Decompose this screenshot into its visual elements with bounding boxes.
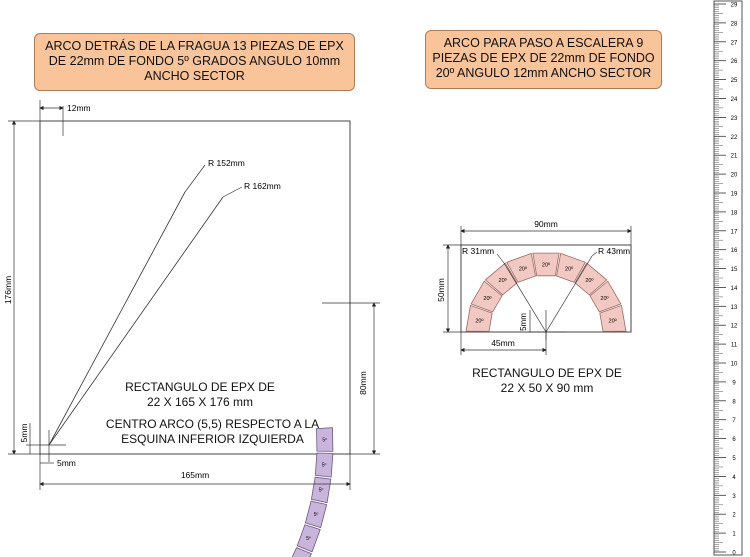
ruler-tick-label: 13	[730, 304, 738, 311]
top-gap-label: 12mm	[67, 103, 91, 113]
ruler-tick-label: 20	[730, 172, 738, 179]
right-arc-piece-label: 20º	[541, 262, 551, 269]
ruler-tick-label: 3	[732, 493, 736, 500]
right-arc-piece-label: 20º	[498, 278, 507, 285]
right-height-label: 80mm	[358, 371, 368, 395]
right-arc-piece-label: 20º	[600, 296, 609, 303]
right-rect-text	[452, 366, 642, 396]
left-arc-piece-label: 5º	[321, 462, 327, 469]
left-outer-radius-label: R 162mm	[244, 181, 281, 191]
ruler-tick-label: 10	[730, 361, 738, 368]
center-y-label: 5mm	[19, 423, 29, 443]
ruler-tick-label: 4	[732, 474, 736, 481]
right-title-text: ARCO PARA PASO A ESCALERA 9 PIEZAS DE EPX DE 22mm DE FONDO 20º ANGULO 12mm ANCHO SECTOR	[432, 36, 655, 80]
left-rect-text	[105, 380, 295, 410]
width-label: 165mm	[180, 470, 210, 480]
ruler-tick-label: 11	[730, 342, 738, 349]
left-arc-pieces	[168, 428, 333, 557]
ruler-tick-label: 28	[730, 21, 738, 28]
left-drawing	[3, 100, 380, 557]
left-leader-outer	[223, 187, 242, 197]
ruler-tick-label: 15	[730, 267, 738, 274]
left-title-text: ARCO DETRÁS DE LA FRAGUA 13 PIEZAS DE EPX DE 22mm DE FONDO 5º GRADOS ANGULO 10mm ANCHO SECTOR	[45, 39, 344, 83]
right-arc-piece-label: 20º	[483, 296, 492, 303]
ruler-tick-label: 2	[732, 512, 736, 519]
height-label: 176mm	[3, 275, 13, 305]
ruler-tick-label: 12	[730, 323, 738, 330]
right-arc-piece-label: 20º	[585, 278, 594, 285]
ruler-tick-label: 16	[730, 248, 738, 255]
right-outer-radius-label: R 43mm	[598, 246, 631, 256]
ruler-tick-label: 6	[732, 437, 736, 444]
right-rect-text-content: RECTANGULO DE EPX DE 22 X 50 X 90 mm	[472, 366, 622, 395]
ruler-tick-label: 27	[730, 40, 738, 47]
ruler	[710, 0, 746, 557]
ruler-tick-label: 1	[732, 531, 736, 538]
ruler-tick-label: 21	[730, 153, 738, 160]
right-arc-piece-label: 20º	[565, 266, 574, 273]
center-x-label: 5mm	[57, 458, 76, 468]
left-inner-radius-label: R 152mm	[208, 158, 245, 168]
ruler-tick-label: 23	[730, 115, 738, 122]
right-cy-label: 5mm	[519, 313, 528, 331]
ruler-tick-label: 5	[732, 456, 736, 462]
ruler-tick-label: 9	[732, 380, 736, 387]
right-height-label2: 50mm	[436, 278, 446, 302]
right-arc-piece-label: 20º	[608, 318, 617, 325]
ruler-tick-label: 29	[730, 2, 738, 9]
ruler-tick-label: 25	[730, 78, 738, 85]
left-arc-piece-label: 5º	[306, 536, 311, 542]
ruler-tick-label: 17	[730, 229, 738, 236]
ruler-tick-label: 14	[730, 285, 738, 292]
ruler-tick-label: 19	[730, 191, 738, 198]
right-arc-piece-label: 20º	[518, 266, 527, 273]
right-inner-radius-label: R 31mm	[462, 246, 495, 256]
left-rect-text-content: RECTANGULO DE EPX DE 22 X 165 X 176 mm	[125, 380, 275, 409]
left-center-text-content: CENTRO ARCO (5,5) RESPECTO A LA ESQUINA INFERIOR IZQUIERDA	[105, 417, 320, 446]
left-center-text	[85, 417, 340, 447]
ruler-tick-label: 7	[732, 418, 736, 425]
right-drawing	[436, 219, 631, 355]
ruler-tick-label: 0	[732, 550, 736, 557]
right-leader-inner	[497, 254, 504, 263]
left-arc-piece-label: 5º	[322, 437, 328, 444]
right-half-label: 45mm	[491, 338, 515, 348]
left-arc-piece-label: 5º	[318, 487, 324, 494]
ruler-tick-label: 18	[730, 210, 738, 217]
left-leader-inner	[185, 165, 205, 192]
ruler-tick-label: 26	[730, 59, 738, 66]
right-leader-outer	[592, 252, 597, 256]
right-width-label: 90mm	[534, 219, 558, 229]
ruler-tick-label: 8	[732, 399, 736, 406]
ruler-tick-label: 24	[730, 97, 738, 103]
right-arc-piece-label: 20º	[475, 318, 484, 325]
left-arc-piece-label: 5º	[313, 512, 319, 518]
ruler-tick-label: 22	[730, 134, 738, 141]
